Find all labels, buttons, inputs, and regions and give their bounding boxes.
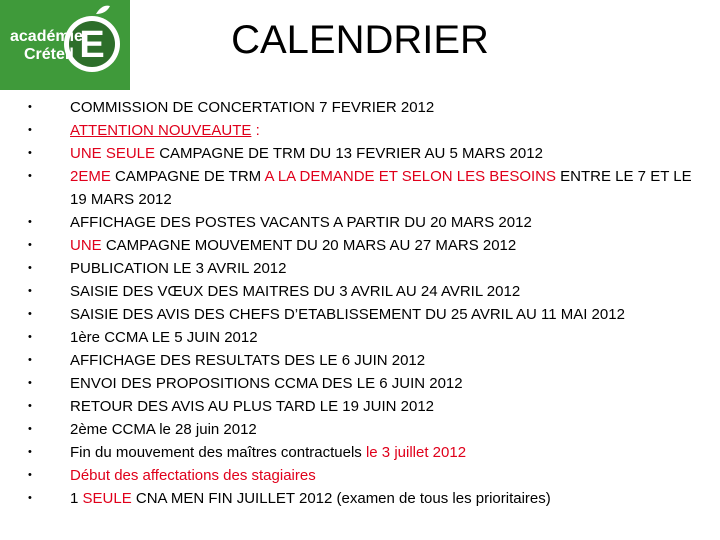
item-text: 1 SEULE CNA MEN FIN JUILLET 2012 (examen de tous les prioritaires) [70, 490, 551, 507]
item-text: SAISIE DES AVIS DES CHEFS D’ETABLISSEMENT DU 25 AVRIL AU 11 MAI 2012 [70, 306, 625, 323]
item-text: 2ème CCMA le 28 juin 2012 [70, 421, 257, 438]
page-title: CALENDRIER [231, 18, 489, 62]
item-text: ENVOI DES PROPOSITIONS CCMA DES LE 6 JUIN 2012 [70, 375, 463, 392]
item-text: SAISIE DES VŒUX DES MAITRES DU 3 AVRIL AU 24 AVRIL 2012 [70, 283, 521, 300]
bullet: • [28, 147, 32, 159]
list-item [22, 464, 702, 487]
bullet: • [28, 239, 32, 251]
list-item [22, 441, 702, 464]
bullet: • [28, 423, 32, 435]
bullet: • [28, 262, 32, 274]
item-text: RETOUR DES AVIS AU PLUS TARD LE 19 JUIN 2012 [70, 398, 435, 415]
list-item [22, 96, 702, 119]
item-text: UNE SEULE CAMPAGNE DE TRM DU 13 FEVRIER AU 5 MARS 2012 [70, 145, 543, 162]
bullet: • [28, 446, 32, 458]
item-text: 1ère CCMA LE 5 JUIN 2012 [70, 329, 258, 346]
logo-line1: académie [10, 28, 83, 45]
bullet: • [28, 124, 32, 136]
item-text: PUBLICATION LE 3 AVRIL 2012 [70, 260, 287, 277]
item-text: 2EME CAMPAGNE DE TRM A LA DEMANDE ET SELON LES BESOINS ENTRE LE 7 ET LE 19 MARS 2012 [70, 168, 692, 208]
list-item [22, 142, 702, 165]
list-item [22, 211, 702, 234]
item-text: Début des affectations des stagiaires [70, 467, 316, 484]
item-text: Fin du mouvement des maîtres contractuels le 3 juillet 2012 [70, 444, 467, 461]
item-text: AFFICHAGE DES RESULTATS DES LE 6 JUIN 2012 [70, 352, 426, 369]
bullet: • [28, 101, 32, 113]
list-item [22, 303, 702, 326]
list-item [22, 257, 702, 280]
list-item [22, 165, 702, 211]
list-item [22, 395, 702, 418]
academie-creteil-logo [0, 0, 130, 90]
bullet: • [28, 308, 32, 320]
list-item [22, 234, 702, 257]
list-item [22, 349, 702, 372]
list-item [22, 372, 702, 395]
item-text: ATTENTION NOUVEAUTE : [70, 122, 260, 139]
calendar-list [22, 96, 702, 510]
bullet: • [28, 377, 32, 389]
bullet: • [28, 285, 32, 297]
logo-letter: E [79, 24, 105, 66]
item-text: AFFICHAGE DES POSTES VACANTS A PARTIR DU 20 MARS 2012 [70, 214, 532, 231]
list-item [22, 487, 702, 510]
bullet: • [28, 400, 32, 412]
bullet: • [28, 469, 32, 481]
item-text: COMMISSION DE CONCERTATION 7 FEVRIER 2012 [70, 99, 435, 116]
logo-line2: Créteil [24, 46, 74, 63]
list-item [22, 280, 702, 303]
bullet: • [28, 331, 32, 343]
bullet: • [28, 170, 32, 182]
list-item [22, 119, 702, 142]
list-item [22, 418, 702, 441]
logo-text [10, 28, 83, 64]
item-text: UNE CAMPAGNE MOUVEMENT DU 20 MARS AU 27 MARS 2012 [70, 237, 517, 254]
bullet: • [28, 216, 32, 228]
list-item [22, 326, 702, 349]
bullet: • [28, 354, 32, 366]
bullet: • [28, 492, 32, 504]
